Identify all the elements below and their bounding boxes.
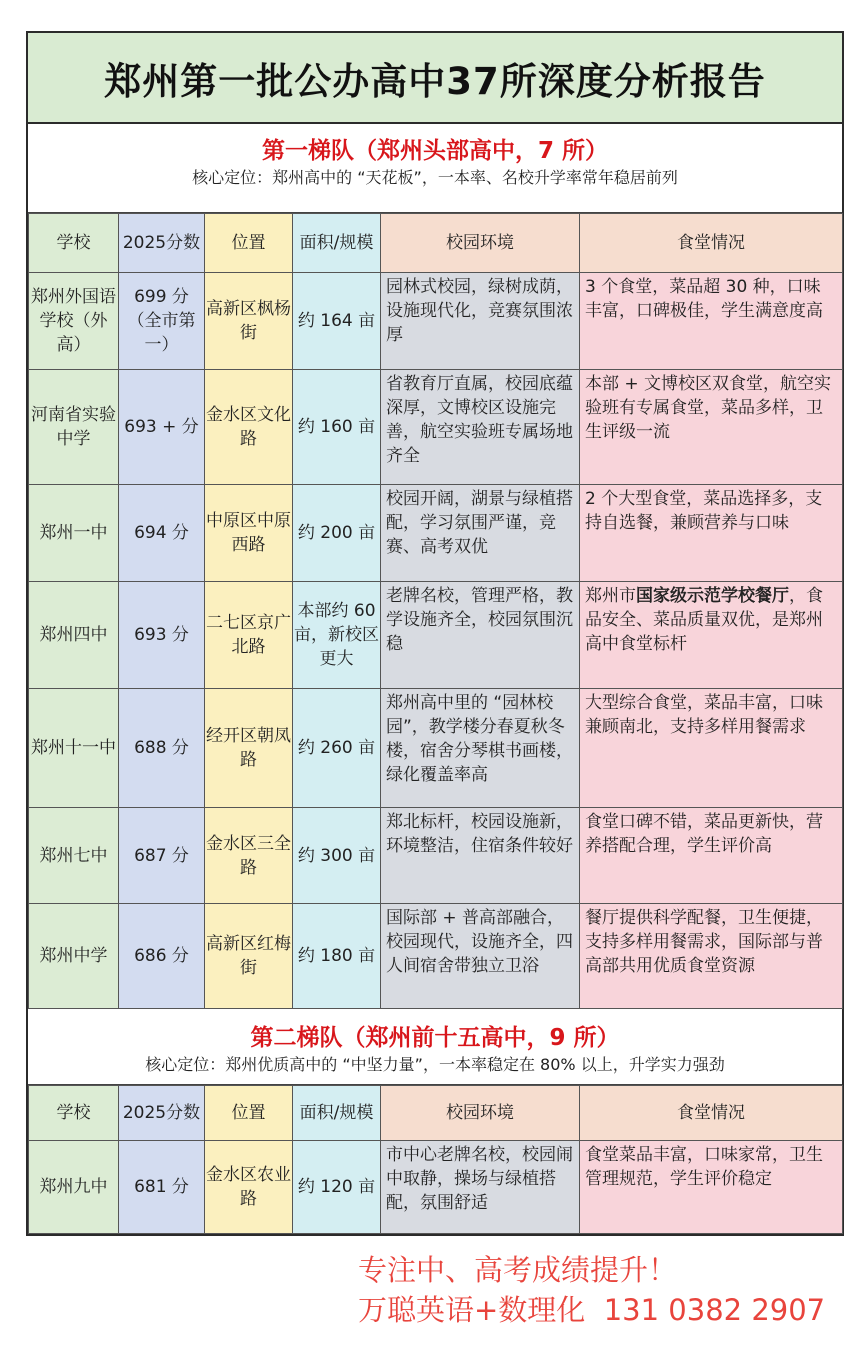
tier1-title: 第一梯队（郑州头部高中，7 所） bbox=[261, 138, 608, 164]
table-row bbox=[29, 904, 843, 1009]
col-header-school: 学校 bbox=[29, 1086, 119, 1141]
area: 约 200 亩 bbox=[293, 485, 381, 582]
school-name: 郑州中学 bbox=[29, 904, 119, 1009]
location: 二七区京广北路 bbox=[205, 582, 293, 689]
table-row bbox=[29, 370, 843, 485]
environment: 老牌名校，管理严格，教学设施齐全，校园氛围沉稳 bbox=[381, 582, 580, 689]
canteen-text: 郑州市 bbox=[585, 586, 636, 606]
area: 本部约 60 亩，新校区更大 bbox=[293, 582, 381, 689]
location: 金水区文化路 bbox=[205, 370, 293, 485]
canteen-text: 食堂口碑不错，菜品更新快，营养搭配合理，学生评价高 bbox=[585, 812, 823, 856]
school-name: 郑州一中 bbox=[29, 485, 119, 582]
canteen-text: 本部 + 文博校区双食堂，航空实验班有专属食堂，菜品多样，卫生评级一流 bbox=[585, 374, 832, 442]
area: 约 160 亩 bbox=[293, 370, 381, 485]
table-row bbox=[29, 582, 843, 689]
canteen bbox=[580, 273, 843, 370]
tier2-header bbox=[28, 1009, 842, 1085]
environment: 市中心老牌名校，校园闹中取静，操场与绿植搭配，氛围舒适 bbox=[381, 1141, 580, 1234]
area: 约 260 亩 bbox=[293, 689, 381, 808]
canteen-highlight: 国家级示范学校餐厅 bbox=[636, 586, 789, 606]
school-name: 郑州十一中 bbox=[29, 689, 119, 808]
col-header-location: 位置 bbox=[205, 1086, 293, 1141]
col-header-score: 2025分数 bbox=[119, 1086, 205, 1141]
table-row bbox=[29, 485, 843, 582]
table-row bbox=[29, 808, 843, 904]
school-name: 郑州四中 bbox=[29, 582, 119, 689]
location: 高新区红梅街 bbox=[205, 904, 293, 1009]
score: 686 分 bbox=[119, 904, 205, 1009]
tier1-table bbox=[28, 213, 843, 1009]
tier2-title: 第二梯队（郑州前十五高中，9 所） bbox=[250, 1025, 620, 1051]
report-title: 郑州第一批公办高中37所深度分析报告 bbox=[28, 33, 842, 124]
canteen-text-rest: ，食品安全、菜品质量双优，是郑州高中食堂标杆 bbox=[585, 586, 823, 654]
environment: 校园开阔，湖景与绿植搭配，学习氛围严谨，竞赛、高考双优 bbox=[381, 485, 580, 582]
canteen bbox=[580, 689, 843, 808]
canteen bbox=[580, 370, 843, 485]
col-header-score: 2025分数 bbox=[119, 214, 205, 273]
col-header-environment: 校园环境 bbox=[381, 1086, 580, 1141]
school-name: 河南省实验中学 bbox=[29, 370, 119, 485]
environment: 郑北标杆，校园设施新，环境整洁，住宿条件较好 bbox=[381, 808, 580, 904]
school-name: 郑州外国语学校（外高） bbox=[29, 273, 119, 370]
score: 694 分 bbox=[119, 485, 205, 582]
tier2-table bbox=[28, 1085, 843, 1234]
promo-footer bbox=[358, 1250, 825, 1330]
environment: 园林式校园，绿树成荫，设施现代化，竞赛氛围浓厚 bbox=[381, 273, 580, 370]
col-header-area: 面积/规模 bbox=[293, 214, 381, 273]
score: 687 分 bbox=[119, 808, 205, 904]
environment-text: 郑州高中里的 “园林校园”，教学楼分春夏秋冬楼，宿舍分琴棋书画楼，绿化覆盖率高 bbox=[386, 693, 573, 785]
canteen bbox=[580, 1141, 843, 1234]
col-header-environment: 校园环境 bbox=[381, 214, 580, 273]
school-name: 郑州九中 bbox=[29, 1141, 119, 1234]
table-row bbox=[29, 689, 843, 808]
col-header-canteen: 食堂情况 bbox=[580, 1086, 843, 1141]
location: 高新区枫杨街 bbox=[205, 273, 293, 370]
area: 约 300 亩 bbox=[293, 808, 381, 904]
table-row bbox=[29, 273, 843, 370]
area: 约 120 亩 bbox=[293, 1141, 381, 1234]
school-name: 郑州七中 bbox=[29, 808, 119, 904]
col-header-area: 面积/规模 bbox=[293, 1086, 381, 1141]
tier1-header bbox=[28, 124, 842, 213]
location: 金水区农业路 bbox=[205, 1141, 293, 1234]
score: 681 分 bbox=[119, 1141, 205, 1234]
environment bbox=[381, 689, 580, 808]
canteen bbox=[580, 904, 843, 1009]
table-row bbox=[29, 1141, 843, 1234]
canteen-text: 餐厅提供科学配餐，卫生便捷，支持多样用餐需求，国际部与普高部共用优质食堂资源 bbox=[585, 908, 823, 976]
canteen-text: 2 个大型食堂，菜品选择多，支持自选餐，兼顾营养与口味 bbox=[585, 489, 823, 533]
canteen bbox=[580, 808, 843, 904]
canteen-text: 3 个食堂，菜品超 30 种，口味丰富，口碑极佳，学生满意度高 bbox=[585, 277, 823, 321]
score: 693 + 分 bbox=[119, 370, 205, 485]
canteen bbox=[580, 582, 843, 689]
report-sheet bbox=[26, 31, 844, 1236]
promo-slogan: 专注中、高考成绩提升！ bbox=[358, 1253, 678, 1287]
col-header-school: 学校 bbox=[29, 214, 119, 273]
canteen bbox=[580, 485, 843, 582]
canteen-text: 食堂菜品丰富，口味家常，卫生管理规范，学生评价稳定 bbox=[585, 1145, 823, 1189]
location: 中原区中原西路 bbox=[205, 485, 293, 582]
promo-contact: 万聪英语+数理化 131 0382 2907 bbox=[358, 1293, 826, 1327]
table-header-row bbox=[29, 1086, 843, 1141]
score: 688 分 bbox=[119, 689, 205, 808]
area: 约 180 亩 bbox=[293, 904, 381, 1009]
environment: 国际部 + 普高部融合，校园现代，设施齐全，四人间宿舍带独立卫浴 bbox=[381, 904, 580, 1009]
tier1-subtitle: 核心定位：郑州高中的 “天花板”，一本率、名校升学率常年稳居前列 bbox=[192, 168, 678, 187]
tier2-subtitle: 核心定位：郑州优质高中的 “中坚力量”，一本率稳定在 80% 以上，升学实力强劲 bbox=[145, 1055, 725, 1074]
table-header-row bbox=[29, 214, 843, 273]
location: 金水区三全路 bbox=[205, 808, 293, 904]
score: 699 分（全市第一） bbox=[119, 273, 205, 370]
location: 经开区朝凤路 bbox=[205, 689, 293, 808]
score: 693 分 bbox=[119, 582, 205, 689]
environment: 省教育厅直属，校园底蕴深厚，文博校区设施完善，航空实验班专属场地齐全 bbox=[381, 370, 580, 485]
area: 约 164 亩 bbox=[293, 273, 381, 370]
canteen-text: 大型综合食堂，菜品丰富，口味兼顾南北，支持多样用餐需求 bbox=[585, 693, 823, 737]
col-header-location: 位置 bbox=[205, 214, 293, 273]
col-header-canteen: 食堂情况 bbox=[580, 214, 843, 273]
